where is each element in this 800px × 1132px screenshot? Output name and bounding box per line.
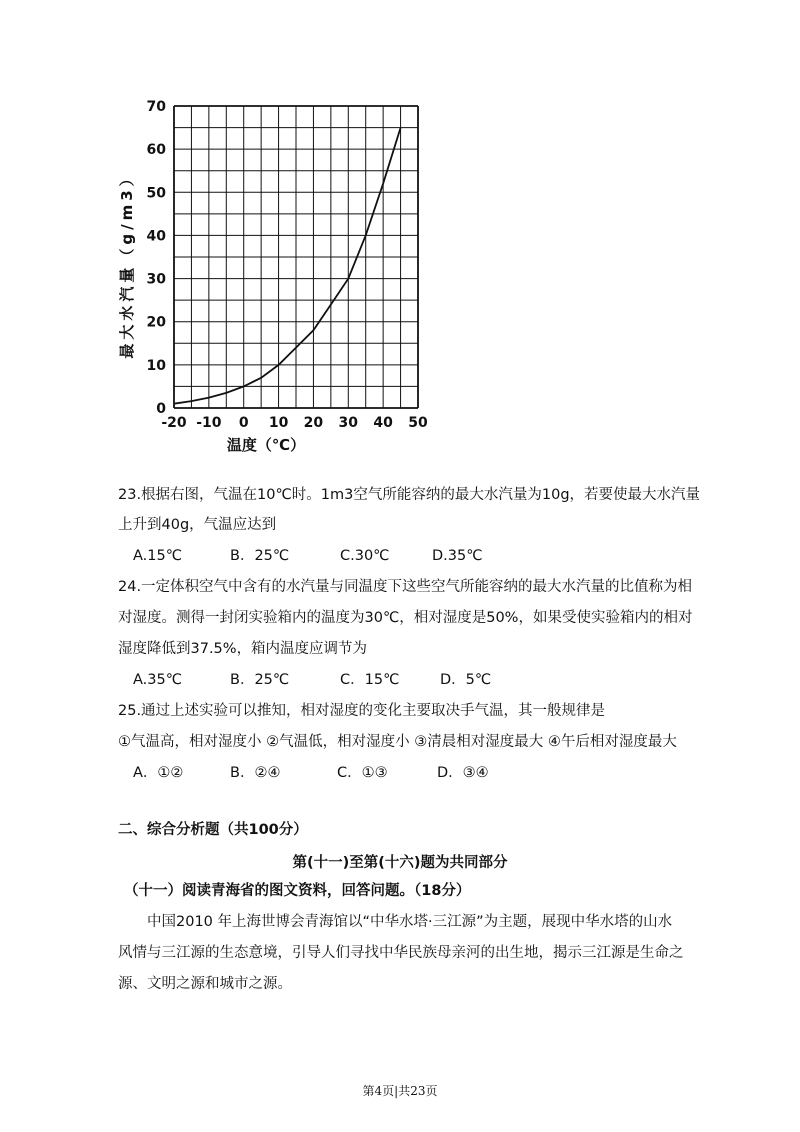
q24-stem-line2: 对湿度。测得一封闭实验箱内的温度为30℃，相对湿度是50%，如果受使实验箱内的相对: [118, 610, 693, 626]
q24-option-b: B．25℃: [230, 672, 290, 688]
q25-stem-line2: ①气温高，相对湿度小 ②气温低，相对湿度小 ③清晨相对湿度最大 ④午后相对湿度最大: [118, 734, 677, 750]
x-axis-title: 温度（℃）: [226, 436, 306, 454]
q11-paragraph-line1: 中国2010 年上海世博会青海馆以“中华水塔·三江源”为主题，展现中华水塔的山水: [147, 914, 673, 930]
chart-grid: [174, 106, 418, 408]
y-tick-label: 40: [146, 228, 166, 245]
y-tick-label: 0: [156, 401, 166, 417]
q25-option-c: C．①③: [337, 765, 388, 781]
q23-option-c: C.30℃: [340, 548, 390, 564]
y-tick-label: 60: [146, 142, 166, 159]
q24-stem-line3: 湿度降低到37.5%，箱内温度应调节为: [118, 641, 368, 657]
x-tick-label: 20: [303, 415, 324, 431]
q24-option-d: D．5℃: [440, 672, 492, 688]
x-tick-label: -10: [196, 415, 222, 431]
x-tick-label: 0: [238, 415, 249, 431]
x-tick-label: 50: [408, 415, 428, 431]
q24-option-a: A.35℃: [133, 672, 183, 688]
x-tick-label: 30: [338, 415, 359, 431]
y-tick-label: 10: [146, 357, 166, 374]
section2-subheading: 第(十一)至第(十六)题为共同部分: [292, 855, 508, 871]
x-tick-label: 10: [268, 415, 289, 431]
water-vapor-chart: [110, 98, 430, 458]
q23-option-a: A.15℃: [133, 548, 183, 564]
q23-stem-line2: 上升到40g，气温应达到: [118, 517, 277, 533]
q11-title: （十一）阅读青海省的图文资料，回答问题。（18分）: [124, 883, 471, 899]
y-tick-label: 30: [146, 271, 166, 288]
y-tick-label: 20: [146, 314, 166, 331]
section2-heading: 二、综合分析题（共100分）: [118, 822, 308, 838]
chart-titles: [118, 167, 305, 454]
water-vapor-curve: [174, 128, 401, 404]
y-tick-label: 50: [146, 185, 166, 202]
q24-stem-line1: 24.一定体积空气中含有的水汽量与同温度下这些空气所能容纳的最大水汽量的比值称为相: [118, 579, 693, 595]
page-footer: 第4页|共23页: [362, 1084, 438, 1098]
q25-option-d: D．③④: [437, 765, 489, 781]
q25-option-a: A．①②: [133, 765, 184, 781]
q11-paragraph-line3: 源、文明之源和城市之源。: [118, 976, 292, 992]
x-tick-label: 40: [373, 415, 393, 431]
y-tick-label: 70: [146, 99, 166, 115]
chart-series: [174, 128, 401, 404]
q25-option-b: B．②④: [230, 765, 281, 781]
y-axis-title: 最大水汽量（g/m3）: [118, 167, 136, 359]
q25-stem-line1: 25.通过上述实验可以推知，相对湿度的变化主要取决手气温，其一般规律是: [118, 703, 606, 719]
q24-option-c: C．15℃: [340, 672, 400, 688]
q23-stem-line1: 23.根据右图，气温在10℃时。1m3空气所能容纳的最大水汽量为10g，若要使最大水汽量: [118, 487, 701, 503]
x-tick-label: -20: [161, 415, 187, 431]
q11-paragraph-line2: 风情与三江源的生态意境，引导人们寻找中华民族母亲河的出生地，揭示三江源是生命之: [118, 945, 684, 961]
q23-option-d: D.35℃: [432, 548, 483, 564]
q23-option-b: B．25℃: [230, 548, 290, 564]
